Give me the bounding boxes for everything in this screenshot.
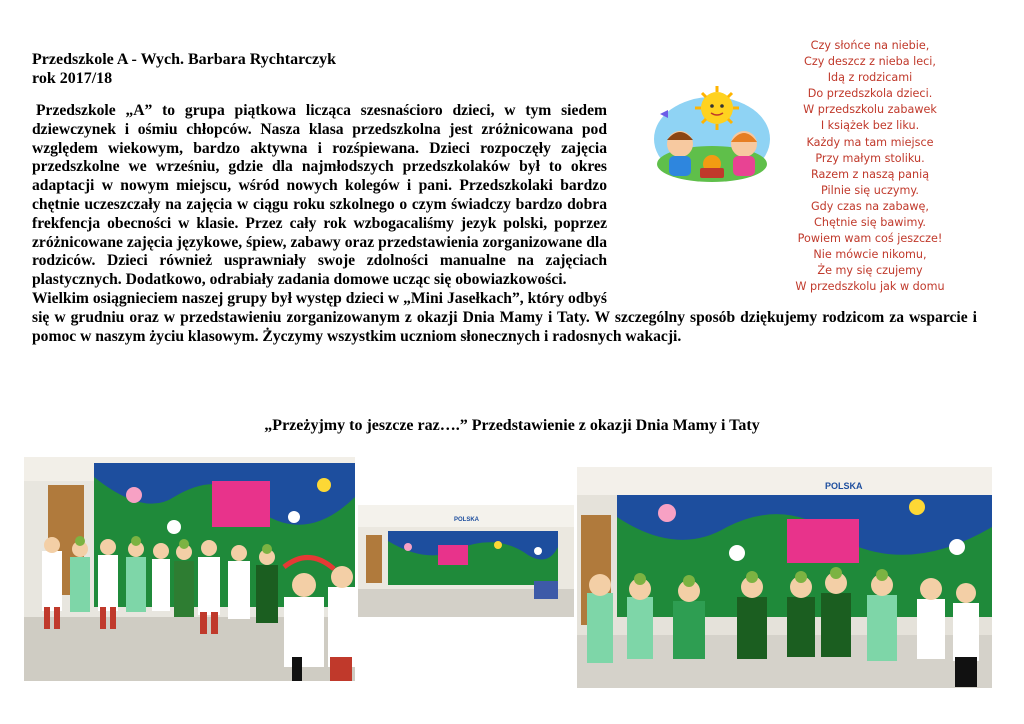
kids-sun-clipart xyxy=(652,84,772,184)
performance-photo-3 xyxy=(577,467,992,688)
poem-line: Powiem wam coś jeszcze! xyxy=(797,232,943,246)
poem-line: Chętnie się bawimy. xyxy=(814,216,926,230)
poem-line: Przy małym stoliku. xyxy=(815,151,925,165)
poem-line: I książek bez liku. xyxy=(820,119,920,133)
poem-line: Nie mówcie nikomu, xyxy=(813,248,927,262)
poem-line: Czy deszcz z nieba leci, xyxy=(804,55,936,69)
performance-photo-2 xyxy=(358,505,574,617)
poem-line: Każdy ma tam miejsce xyxy=(806,135,934,149)
poem-line: Gdy czas na zabawę, xyxy=(811,199,929,213)
banner-text: POLSKA xyxy=(825,481,863,491)
banner-text: POLSKA xyxy=(454,517,480,523)
poem-line: W przedszkolu zabawek xyxy=(803,103,937,117)
body-paragraph-1: Przedszkole „A” to grupa piątkowa licząca szesnaścioro dzieci, w tym siedem dziewczynek i ośmiu chłopców. Nasza klasa przedszkolna jest zróżnicowana pod względem wiekowym, bardzo aktywna i rozśpiewana. Dzieci rozpoczęły zajęcia przedszkolne we wrześniu, gdzie dla najmłodszych przedszkolaków był to okres adaptacji w nowym miejscu, wśród nowych kolegów i pani. Przedszkolaki bardzo chętnie uczeszczały na zajęcia w ciągu roku szkolnego o czym świadczy bardzo dobra frekfencja obecności w klasie. Przez cały rok wzbogacaliśmy jezyk polski, poprzez zróżnicowane zajęcia językowe, śpiew, zabawy oraz przedstawienia zorganizowane dla rodziców. Dzieci również usprawniały swoje zdolności manualne na zajęciach plastycznych. Dodatkowo, odrabiały zadania domowe ucząc się obowiazkowości. xyxy=(32,102,607,289)
poem-line: Idą z rodzicami xyxy=(827,71,913,85)
poem-line: Do przedszkola dzieci. xyxy=(807,87,933,101)
poem-line: Czy słońce na niebie, xyxy=(810,39,930,52)
body-paragraph-2: Wielkim osiągnieciem naszej grupy był występ dzieci w „Mini Jasełkach”, który odbyś się w grudniu oraz w przedstawieniu zorganizowanym z okazji Dnia Mamy i Taty. W szczególny sposób dziękujemy rodzicom za wsparcie i pomoc w naszym życiu klasowym. Życzymy wszystkim uczniom słonecznych i radosnych wakacji. xyxy=(32,289,977,345)
photo-caption: „Przeżyjmy to jeszcze raz….” Przedstawienie z okazji Dnia Mamy i Taty xyxy=(264,417,760,434)
performance-photo-1 xyxy=(24,457,355,681)
poem-line: W przedszkolu jak w domu xyxy=(795,280,945,294)
poem-line: Razem z naszą panią xyxy=(810,167,930,181)
poem xyxy=(770,38,970,296)
poem-line: Że my się czujemy xyxy=(817,264,923,278)
poem-line: Pilnie się uczymy. xyxy=(821,183,919,197)
document-title: Przedszkole A - Wych. Barbara Rychtarczyk xyxy=(32,51,336,68)
school-year: rok 2017/18 xyxy=(32,70,113,87)
